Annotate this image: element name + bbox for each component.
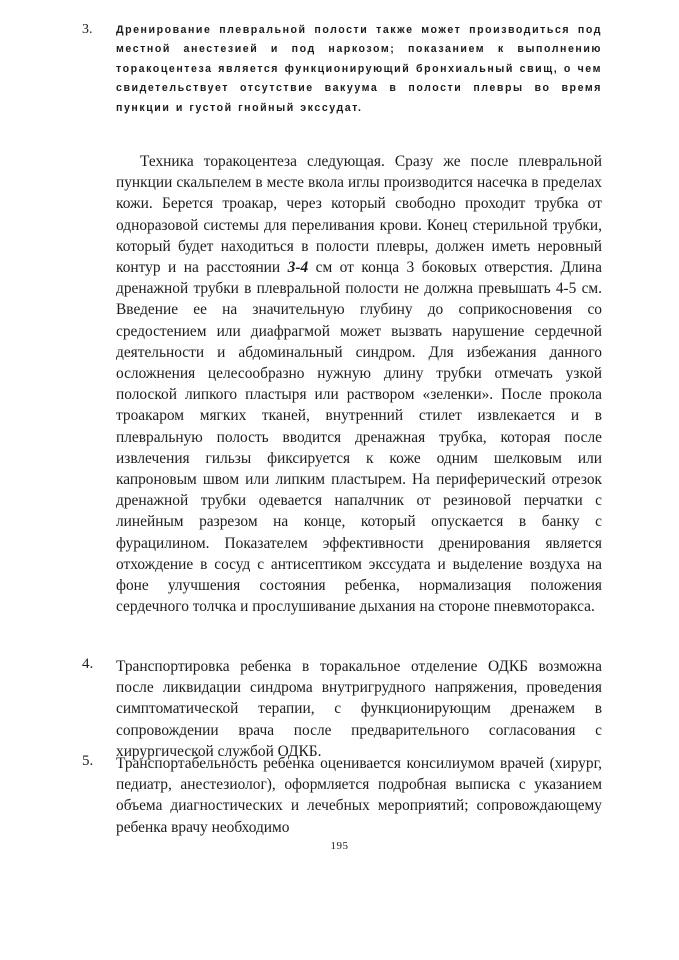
technique-text-part1: Техника торакоцентеза следующая. Сразу же после плевральной пункции скальпелем в месте вкола иглы производится насечка в пределах кожи. Берется троакар, через который свободно проходит трубка от одноразовой системы для переливания крови. Конец стерильной трубки, который будет находиться в полости плевры, должен иметь неровный контур и на расстоянии bbox=[116, 153, 602, 277]
list-item-3 bbox=[82, 21, 602, 118]
page-number: 195 bbox=[330, 840, 349, 852]
technique-text-part2: см от конца 3 боковых отверстия. Длина дренажной трубки в плевральной полости не должна превышать 4-5 см. Введение ее на значительную глубину до соприкосновения со средостением или диафрагмой может вызвать нарушение сердечной деятельности и абдоминальный синдром. Для избежания данного осложнения целесообразно нужную длину трубки отмечать узкой полоской липкого пластыря или раствором «зеленки». После прокола троакаром мягких тканей, внутренний стилет извлекается и в плевральную полость вводится дренажная трубка, которая после извлечения гильзы фиксируется к коже одним шелковым или капроновым швом или липким пластырем. На периферический отрезок дренажной трубки одевается напалчник от резиновой перчатки с линейным разрезом на конце, который опускается в банку с фурацилином. Показателем эффективности дренирования является отхождение в сосуд с антисептиком экссудата и выделение воздуха на фоне улучшения состояния ребенка, нормализация положения сердечного толчка и прослушивание дыхания на стороне пневмоторакса. bbox=[116, 259, 602, 616]
list-item-number: 5. bbox=[82, 753, 94, 769]
list-item-number: 3. bbox=[82, 22, 93, 37]
list-item-4 bbox=[82, 656, 602, 762]
list-item-text: Транспортировка ребенка в торакальное отделение ОДКБ возможна после ликвидации синдрома внутригрудного напряжения, проведения симптоматической терапии, с функционирующим дренажем в сопровождении врача после предварительного согласования с хирургической службой ОДКБ. bbox=[116, 658, 602, 760]
list-item-5 bbox=[82, 753, 602, 838]
technique-paragraph bbox=[116, 151, 602, 617]
list-item-text: Дренирование плевральной полости также может производиться под местной анестезией и под наркозом; показанием к выполнению торакоцентеза является функционирующий бронхиальный свищ, о чем свидетельствует отсутствие вакуума в полости плевры во время пункции и густой гнойный экссудат. bbox=[116, 24, 602, 114]
list-item-text: Транспортабельность ребенка оценивается консилиумом врачей (хирург, педиатр, анестезиолог), оформляется подробная выписка с указанием объема диагностических и лечебных мероприятий; сопровождающему ребенка врачу необходимо bbox=[116, 755, 602, 836]
technique-emphasis: 3-4 bbox=[287, 259, 309, 277]
list-item-number: 4. bbox=[82, 656, 94, 672]
